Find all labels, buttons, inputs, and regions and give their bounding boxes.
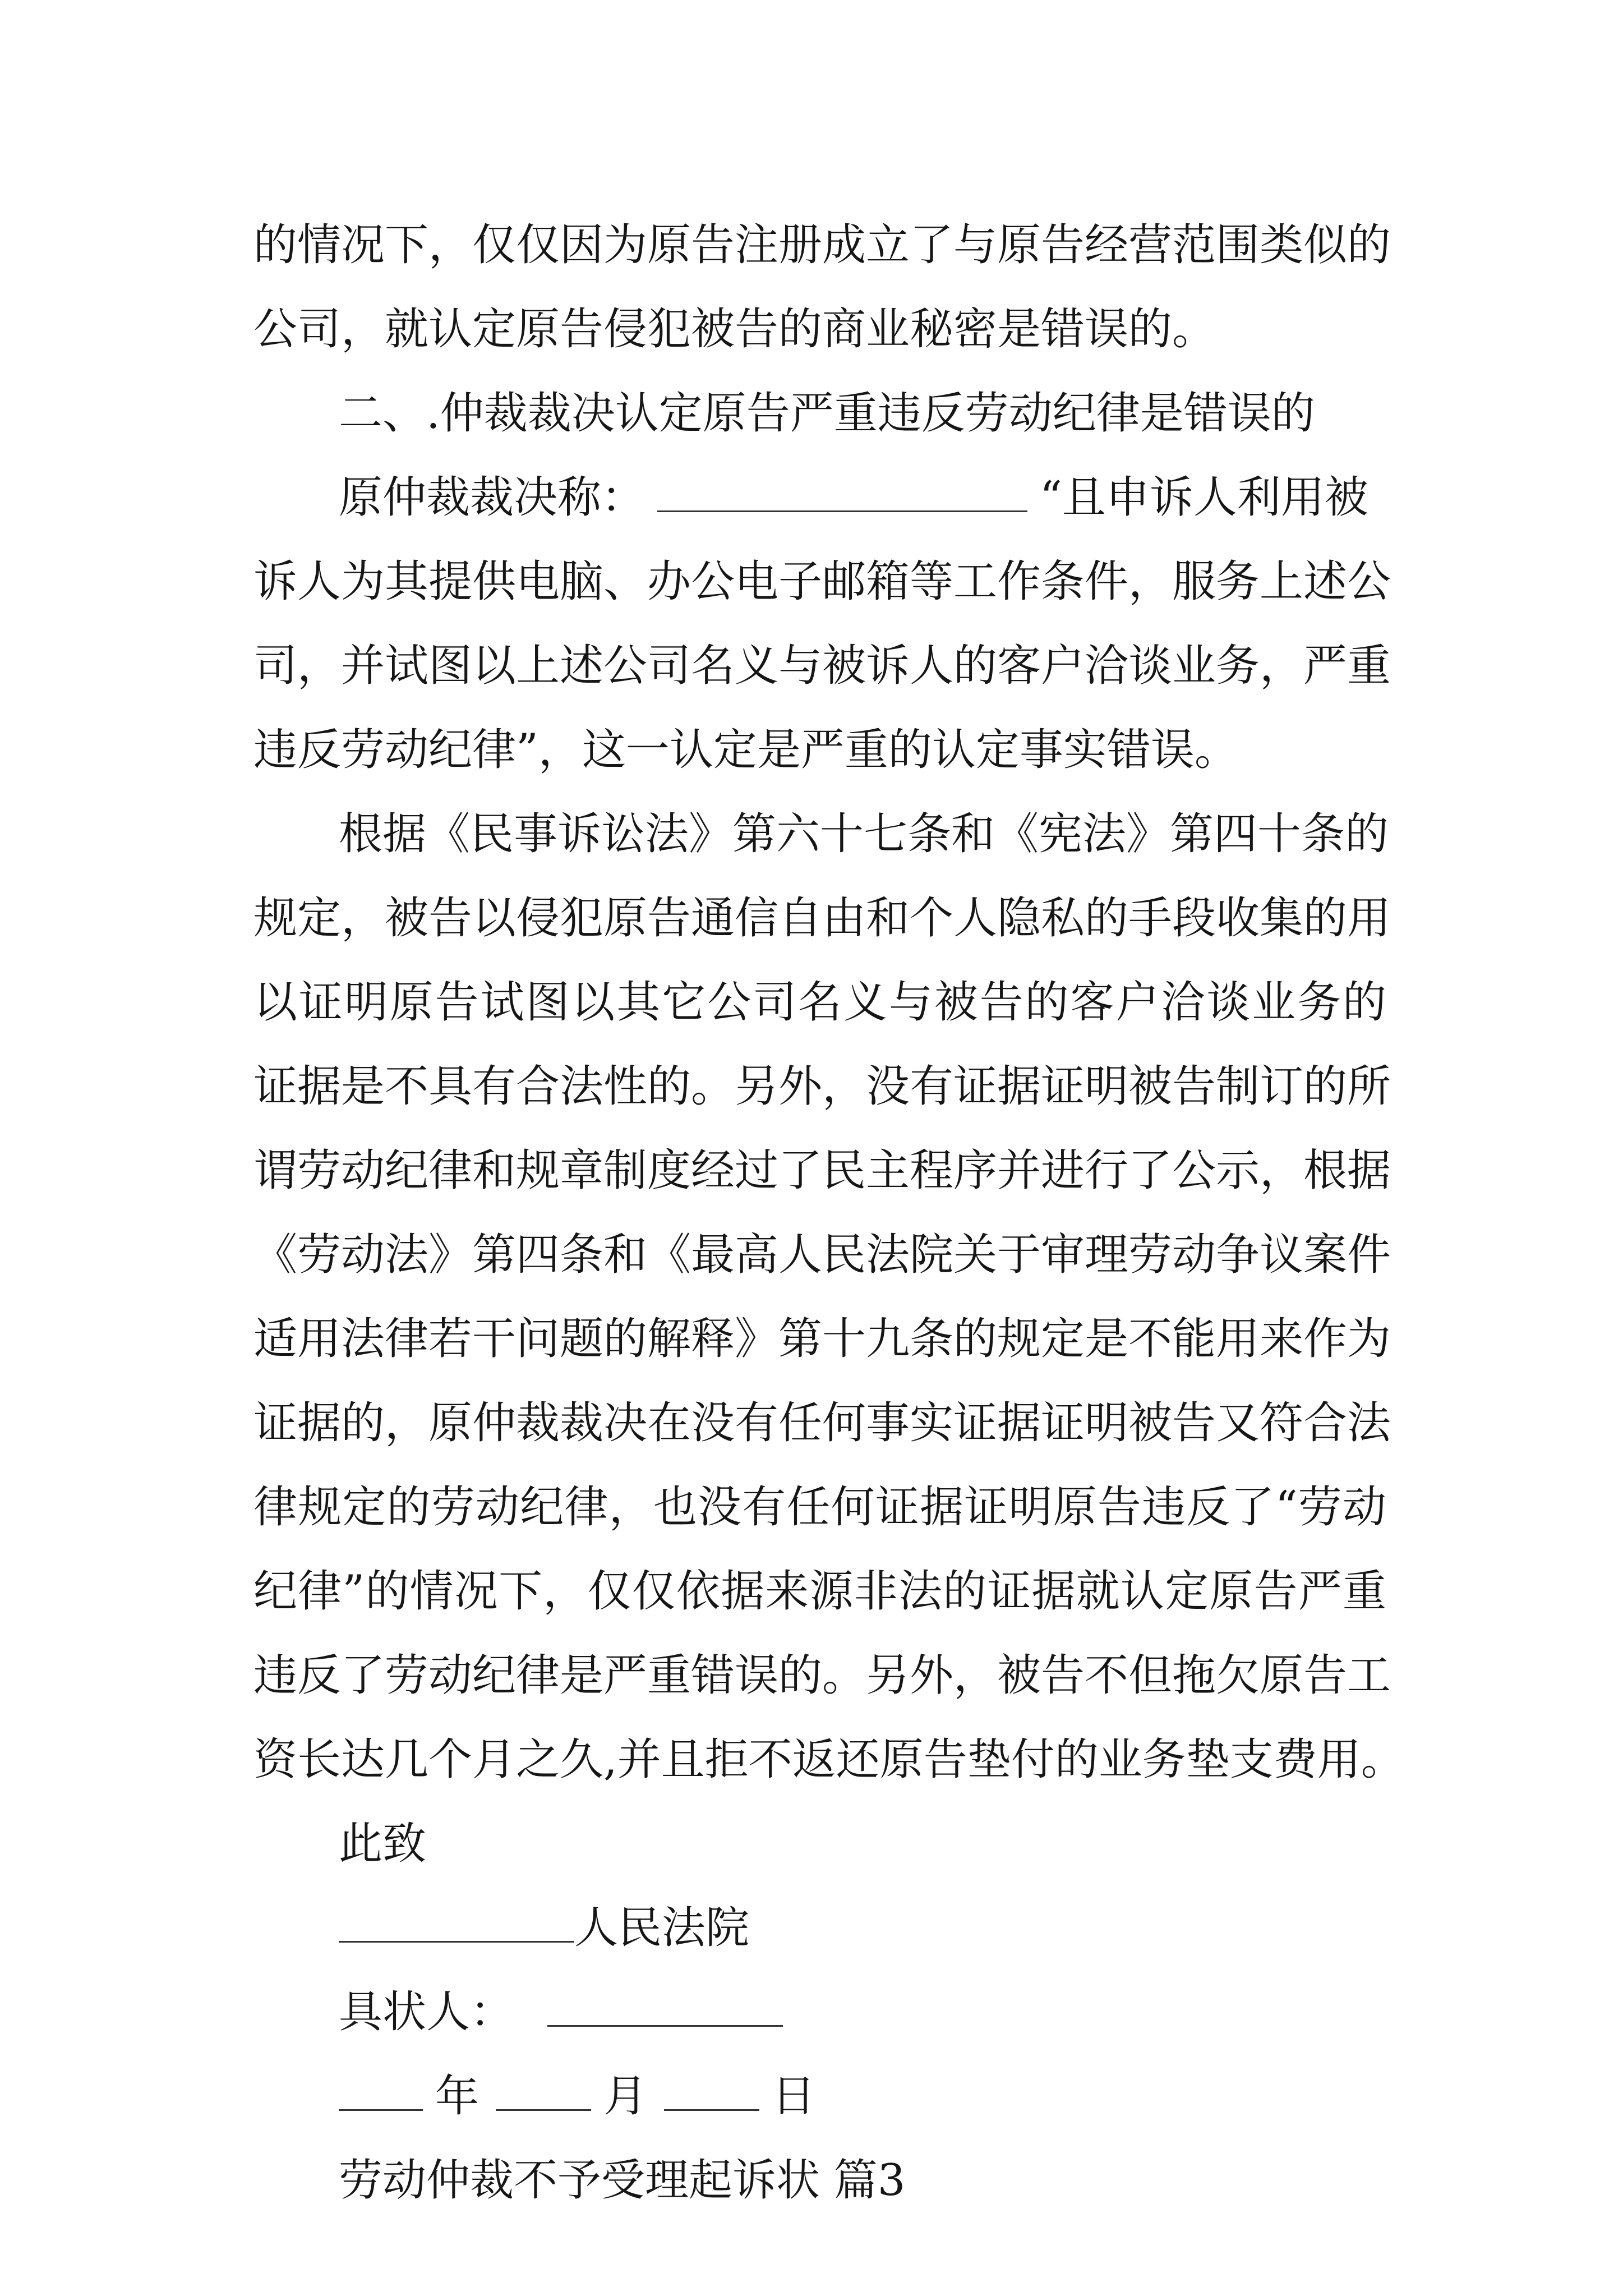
paragraph-line: 诉人为其提供电脑、办公电子邮箱等工作条件，服务上述公 <box>253 556 1391 607</box>
salutation: 此致 <box>339 1819 427 1869</box>
paragraph-line: 规定，被告以侵犯原告通信自由和个人隐私的手段收集的用 <box>253 893 1391 944</box>
paragraph-line: 违反劳动纪律”，这一认定是严重的认定事实错误。 <box>253 725 1238 775</box>
section-heading: 二、.仲裁裁决认定原告严重违反劳动纪律是错误的 <box>339 388 1315 439</box>
quote-opening-text: “且申诉人利用被 <box>1040 472 1368 523</box>
blank-underline <box>657 464 1027 512</box>
next-section-title: 劳动仲裁不予受理起诉状 篇3 <box>339 2155 906 2206</box>
paragraph-line: 以证明原告试图以其它公司名义与被告的客户洽谈业务的 <box>253 977 1386 1028</box>
paragraph-line: 的情况下，仅仅因为原告注册成立了与原告经营范围类似的 <box>253 220 1391 270</box>
paragraph-line: 公司，就认定原告侵犯被告的商业秘密是错误的。 <box>253 304 1216 355</box>
month-label: 月 <box>603 2071 648 2122</box>
paragraph-line: 证据的，原仲裁裁决在没有任何事实证据证明被告又符合法 <box>253 1398 1391 1448</box>
year-label: 年 <box>435 2071 479 2122</box>
paragraph-line: 司，并试图以上述公司名义与被诉人的客户洽谈业务，严重 <box>253 641 1391 691</box>
plaintiff-name-blank <box>547 1979 783 2027</box>
court-name-blank <box>339 1895 574 1943</box>
day-label: 日 <box>772 2071 816 2122</box>
day-blank <box>664 2063 759 2111</box>
plaintiff-line <box>339 1970 783 2054</box>
date-line <box>339 2054 815 2138</box>
quote-intro-label: 原仲裁裁决称： <box>339 472 645 523</box>
paragraph-line: 根据《民事诉讼法》第六十七条和《宪法》第四十条的 <box>339 809 1389 859</box>
paragraph-line: 律规定的劳动纪律，也没有任何证据证明原告违反了“劳动 <box>253 1482 1386 1533</box>
court-line <box>339 1886 749 1970</box>
month-blank <box>496 2063 591 2111</box>
paragraph-line: 适用法律若干问题的解释》第十九条的规定是不能用来作为 <box>253 1314 1391 1364</box>
paragraph-line: 违反了劳动纪律是严重错误的。另外，被告不但拖欠原告工 <box>253 1650 1391 1701</box>
paragraph-line: 《劳动法》第四条和《最高人民法院关于审理劳动争议案件 <box>253 1230 1391 1280</box>
court-suffix: 人民法院 <box>574 1903 750 1953</box>
paragraph-line: 证据是不具有合法性的。另外，没有证据证明被告制订的所 <box>253 1061 1391 1112</box>
paragraph-line: 谓劳动纪律和规章制度经过了民主程序并进行了公示，根据 <box>253 1145 1391 1196</box>
paragraph-line: 资长达几个月之久,并且拒不返还原告垫付的业务垫支费用。 <box>253 1734 1405 1785</box>
plaintiff-label: 具状人： <box>339 1987 514 2037</box>
year-blank <box>339 2063 423 2111</box>
quote-first-line <box>339 455 1386 540</box>
paragraph-line: 纪律”的情况下，仅仅依据来源非法的证据就认定原告严重 <box>253 1566 1386 1617</box>
